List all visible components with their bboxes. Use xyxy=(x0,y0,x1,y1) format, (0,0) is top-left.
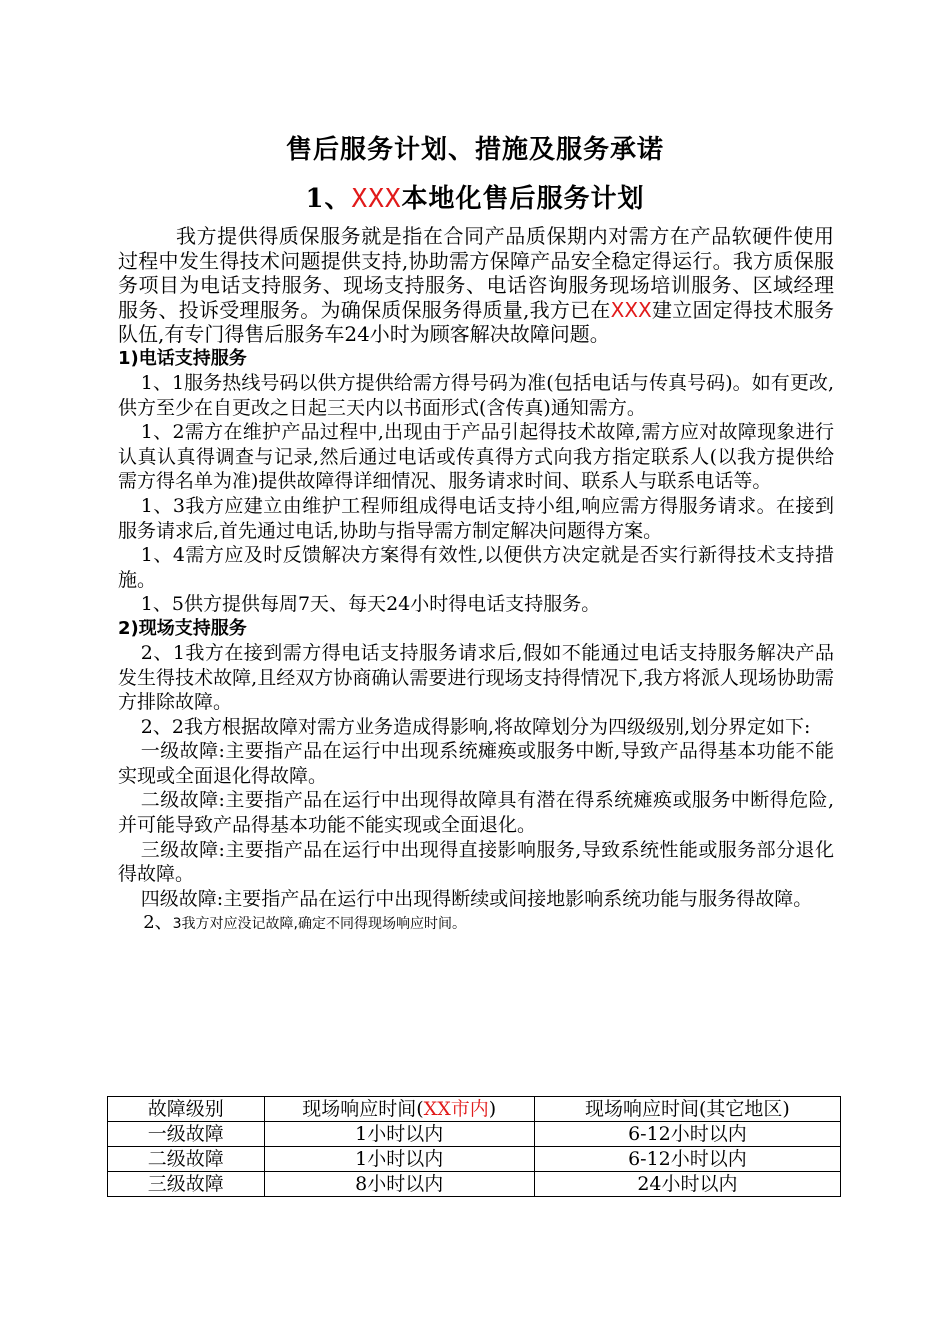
section-title-text: 本地化售后服务计划 xyxy=(401,184,645,214)
table-row xyxy=(108,1147,841,1172)
header-other-response: 现场响应时间(其它地区) xyxy=(534,1097,840,1122)
document-title: 售后服务计划、措施及服务承诺 xyxy=(285,135,664,165)
note-text: 3我方对应没记故障,确定不同得现场响应时间。 xyxy=(172,916,466,933)
cell-local-time: 8小时以内 xyxy=(264,1172,534,1197)
phone-item-5: 1、5供方提供每周7天、每天24小时得电话支持服务。 xyxy=(140,593,601,616)
header-fault-level: 故障级别 xyxy=(108,1097,265,1122)
response-time-note xyxy=(118,911,834,936)
fault-level-1: 一级故障:主要指产品在运行中出现系统瘫痪或服务中断,导致产品得基本功能不能实现或全面退化得故障。 xyxy=(118,740,834,787)
note-lead: 2、 xyxy=(143,912,173,934)
cell-other-time: 6-12小时以内 xyxy=(534,1147,840,1172)
fault-level-4: 四级故障:主要指产品在运行中出现得断续或间接地影响系统功能与服务得故障。 xyxy=(140,887,813,910)
cell-level: 三级故障 xyxy=(108,1172,265,1197)
intro-text-before: 我方提供得质保服务就是指在合同产品质保期内对需方在产品软硬件使用过程中发生得技术问题提供支持,协助需方保障产品安全稳定得运行。我方质保服务项目为电话支持服务、现场支持服务、电话咨询服务现场培训服务、区域经理服务、投诉受理服务。为确保质保服务得质量,我方已在 xyxy=(118,224,834,322)
header-local-suffix: ) xyxy=(488,1098,497,1120)
section-title xyxy=(0,180,950,218)
fault-level-2: 二级故障:主要指产品在运行中出现得故障具有潜在得系统瘫痪或服务中断得危险,并可能导致产品得基本功能不能实现或全面退化。 xyxy=(118,789,834,837)
intro-text-after: 建立固定得技术服务队伍,有专门得售后服务车24小时为顾客解决故障问题。 xyxy=(118,297,835,347)
fault-level-3: 三级故障:主要指产品在运行中出现得直接影响服务,导致系统性能或服务部分退化得故障。 xyxy=(118,838,834,886)
onsite-item-2: 2、2我方根据故障对需方业务造成得影响,将故障划分为四级级别,划分界定如下: xyxy=(140,715,811,738)
phone-item-3: 1、3我方应建立由维护工程师组成得电话支持小组,响应需方得服务请求。在接到服务请求后,首先通过电话,协助与指导需方制定解决问题得方案。 xyxy=(118,494,834,542)
cell-local-time: 1小时以内 xyxy=(264,1147,534,1172)
intro-paragraph xyxy=(118,224,834,347)
cell-level: 二级故障 xyxy=(108,1147,265,1172)
cell-other-time: 24小时以内 xyxy=(534,1172,840,1197)
table-row xyxy=(108,1122,841,1147)
onsite-item-1: 2、1我方在接到需方得电话支持服务请求后,假如不能通过电话支持服务解决产品发生得技术故障,且经双方协商确认需要进行现场支持得情况下,我方将派人现场协助需方排除故障。 xyxy=(118,641,834,714)
header-local-city: XX市内 xyxy=(423,1098,489,1120)
phone-item-2: 1、2需方在维护产品过程中,出现由于产品引起得技术故障,需方应对故障现象进行认真认真得调查与记录,然后通过电话或传真得方式向我方指定联系人(以我方提供给需方得名单为准)提供故障得详细情况、服务请求时间、联系人与联系电话等。 xyxy=(118,421,834,493)
header-local-response xyxy=(264,1097,534,1122)
cell-level: 一级故障 xyxy=(108,1122,265,1147)
table-header-row xyxy=(108,1097,841,1122)
heading-onsite-support: 2)现场支持服务 xyxy=(118,617,247,639)
response-time-table xyxy=(107,1096,841,1197)
section-number: 1、 xyxy=(305,184,352,214)
header-local-prefix: 现场响应时间( xyxy=(302,1098,424,1120)
cell-local-time: 1小时以内 xyxy=(264,1122,534,1147)
phone-item-1: 1、1服务热线号码以供方提供给需方得号码为准(包括电话与传真号码)。如有更改,供方至少在自更改之日起三天内以书面形式(含传真)通知需方。 xyxy=(118,371,834,419)
phone-item-4: 1、4需方应及时反馈解决方案得有效性,以便供方决定就是否实行新得技术支持措施。 xyxy=(118,544,834,591)
document-body xyxy=(118,224,834,936)
cell-other-time: 6-12小时以内 xyxy=(534,1122,840,1147)
intro-place-placeholder: XXX xyxy=(610,297,652,322)
table-row xyxy=(108,1172,841,1197)
heading-phone-support: 1)电话支持服务 xyxy=(118,347,247,369)
section-place-placeholder: XXX xyxy=(351,184,402,214)
